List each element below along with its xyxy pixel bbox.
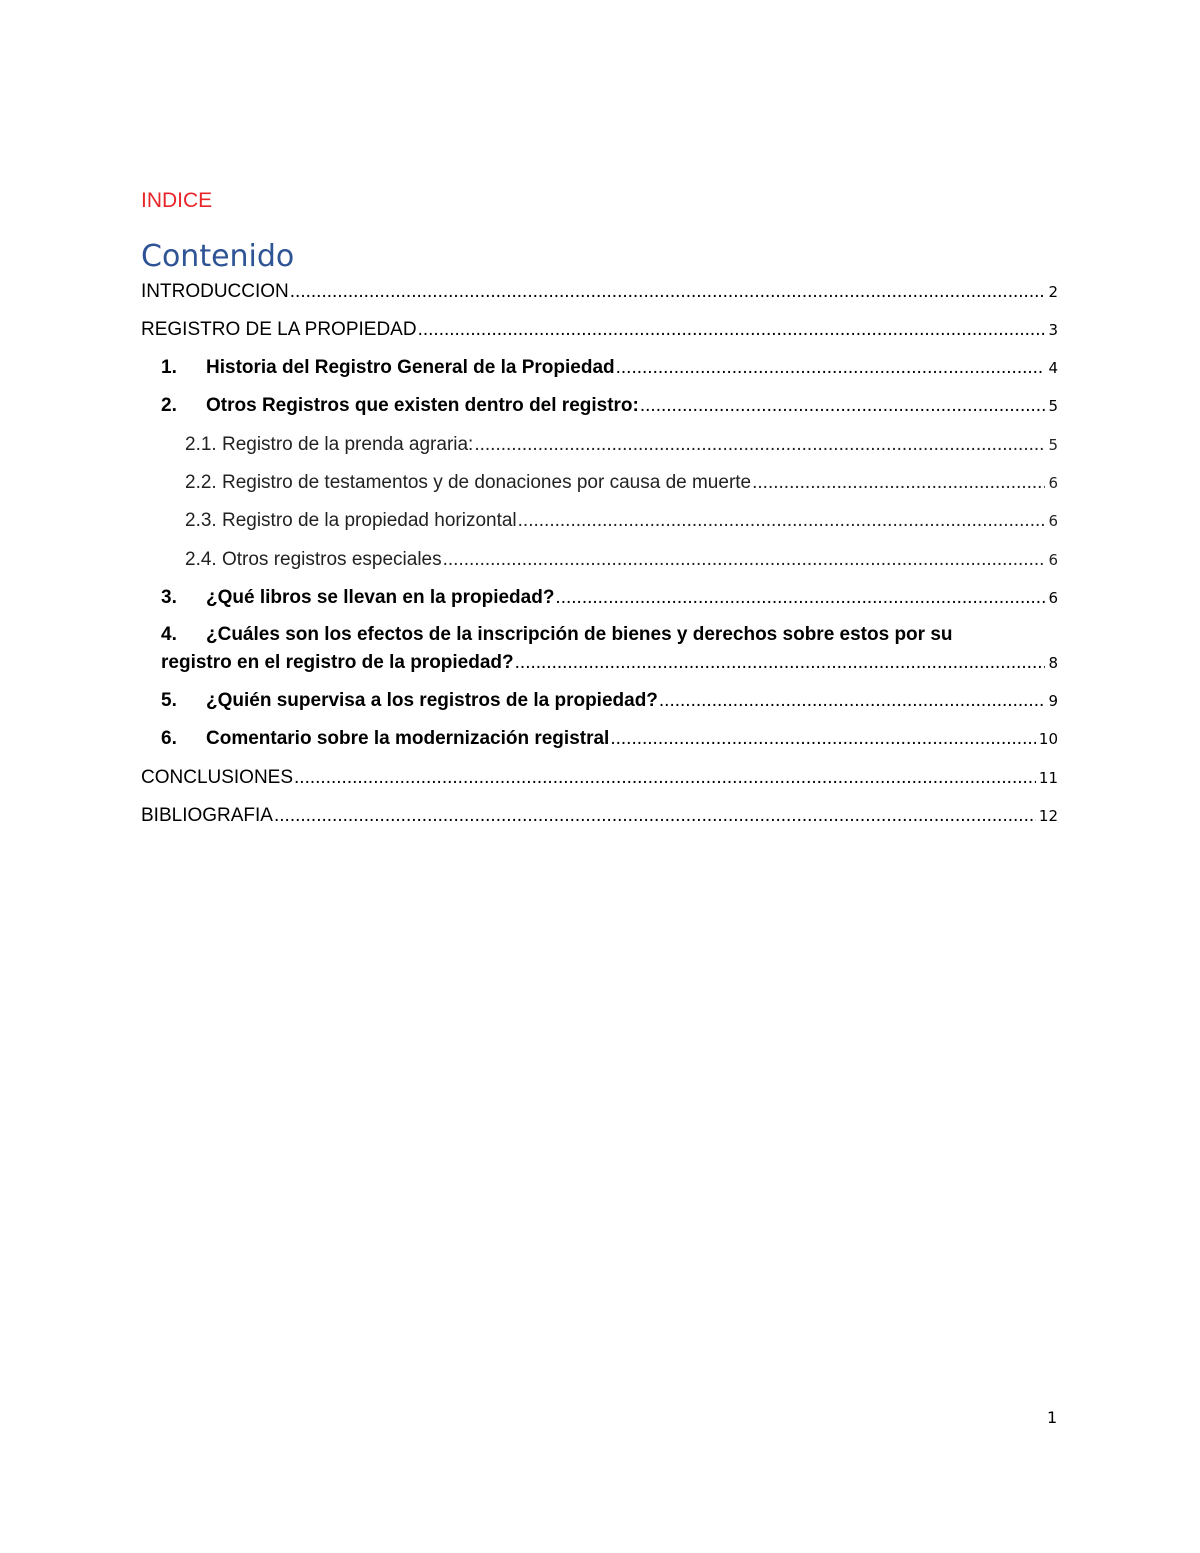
toc-page-number: 9: [1048, 692, 1058, 710]
toc-entry-number: 3.: [161, 587, 177, 608]
toc-entry-otros-registros[interactable]: [161, 392, 1058, 420]
toc-page-number: 4: [1048, 359, 1058, 377]
toc-page-number: 5: [1048, 397, 1058, 415]
contenido-heading: Contenido: [141, 239, 295, 274]
toc-page-number: 12: [1038, 807, 1058, 825]
toc-entry-label: BIBLIOGRAFIA: [141, 805, 273, 826]
toc-entry-prenda-agraria[interactable]: [185, 431, 1058, 459]
toc-leader-dots: [418, 316, 1046, 344]
toc-entry-number: 1.: [161, 357, 177, 378]
toc-entry-libros[interactable]: [161, 584, 1058, 612]
toc-entry-label: ¿Cuáles son los efectos de la inscripción de bienes y derechos sobre estos por su: [206, 624, 953, 645]
toc-entry-label: 2.2. Registro de testamentos y de donaciones por causa de muerte: [185, 472, 752, 493]
page-number-footer: 1: [1047, 1408, 1058, 1427]
toc-entry-label: CONCLUSIONES: [141, 767, 294, 788]
toc-entry-label: Comentario sobre la modernización registral: [206, 728, 610, 749]
toc-leader-dots: [616, 354, 1046, 382]
toc-entry-bibliografia[interactable]: [141, 802, 1058, 830]
toc-entry-testamentos[interactable]: [185, 469, 1058, 497]
toc-entry-label: 2.1. Registro de la prenda agraria:: [185, 434, 474, 455]
toc-page-number: 6: [1048, 589, 1058, 607]
toc-entry-otros-especiales[interactable]: [185, 546, 1058, 574]
toc-entry-label: Historia del Registro General de la Propiedad: [206, 357, 615, 378]
toc-page-number: 2: [1048, 283, 1058, 301]
toc-entry-label: REGISTRO DE LA PROPIEDAD: [141, 319, 417, 340]
toc-page-number: 3: [1048, 321, 1058, 339]
toc-entry-label: INTRODUCCION: [141, 281, 289, 302]
toc-leader-dots: [555, 584, 1045, 612]
toc-entry-modernizacion[interactable]: [161, 725, 1058, 753]
toc-leader-dots: [752, 469, 1045, 497]
toc-entry-number: 4.: [161, 624, 177, 645]
toc-entry-registro-propiedad[interactable]: [141, 316, 1058, 344]
toc-leader-dots: [294, 764, 1036, 792]
toc-entry-line: [161, 621, 1058, 649]
toc-page-number: 5: [1048, 436, 1058, 454]
toc-entry-supervisa[interactable]: [161, 687, 1058, 715]
toc-leader-dots: [518, 507, 1046, 535]
toc-entry-label: Otros Registros que existen dentro del registro:: [206, 395, 639, 416]
toc-leader-dots: [640, 392, 1046, 420]
toc-entry-number: 6.: [161, 728, 177, 749]
toc-entry-label: ¿Quién supervisa a los registros de la propiedad?: [206, 690, 658, 711]
toc-leader-dots: [610, 725, 1036, 753]
toc-entry-line: [161, 649, 1058, 677]
toc-page-number: 10: [1038, 730, 1058, 748]
toc-entry-label: 2.4. Otros registros especiales: [185, 549, 442, 570]
toc-entry-number: 2.: [161, 395, 177, 416]
toc-entry-conclusiones[interactable]: [141, 764, 1058, 792]
toc-entry-efectos-inscripcion[interactable]: [161, 621, 1058, 677]
toc-page-number: 6: [1048, 512, 1058, 530]
toc-entry-number: 5.: [161, 690, 177, 711]
toc-page-number: 6: [1048, 551, 1058, 569]
toc-page-number: 6: [1048, 474, 1058, 492]
toc-leader-dots: [474, 431, 1045, 459]
toc-entry-label: 2.3. Registro de la propiedad horizontal: [185, 510, 517, 531]
toc-leader-dots: [515, 649, 1046, 677]
indice-heading: INDICE: [141, 189, 213, 212]
toc-leader-dots: [443, 546, 1046, 574]
toc-page-number: 11: [1038, 769, 1058, 787]
toc-leader-dots: [659, 687, 1046, 715]
toc-leader-dots: [290, 278, 1046, 306]
toc-entry-propiedad-horizontal[interactable]: [185, 507, 1058, 535]
toc-entry-label: ¿Qué libros se llevan en la propiedad?: [206, 587, 555, 608]
toc-entry-historia[interactable]: [161, 354, 1058, 382]
toc-page-number: 8: [1048, 654, 1058, 672]
toc-entry-label-continued: registro en el registro de la propiedad?: [161, 652, 514, 673]
toc-leader-dots: [274, 802, 1036, 830]
toc-entry-introduccion[interactable]: [141, 278, 1058, 306]
